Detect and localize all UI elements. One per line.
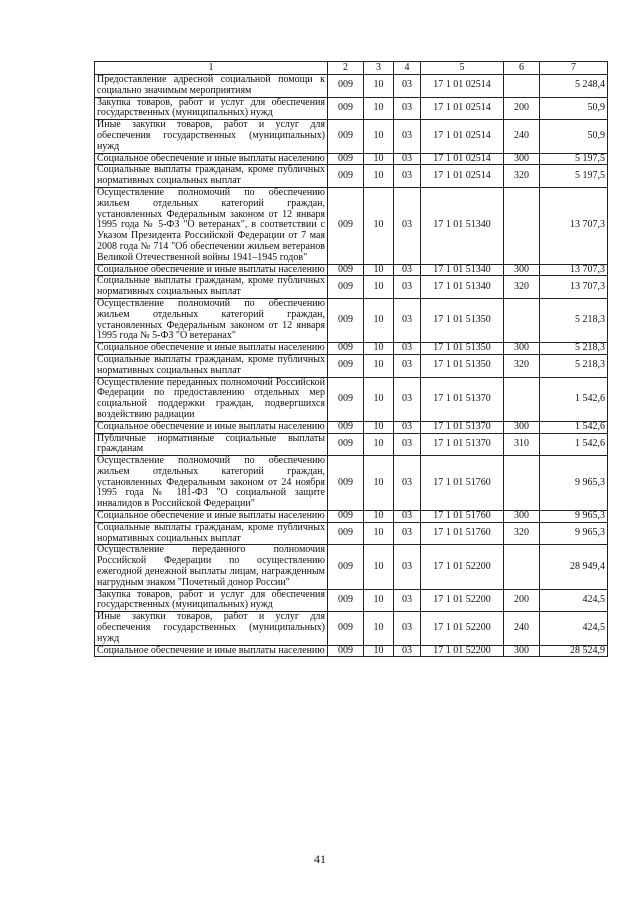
expense-type-cell xyxy=(504,456,540,511)
table-row xyxy=(95,433,608,456)
subsection-cell: 03 xyxy=(394,298,421,342)
subsection-cell: 03 xyxy=(394,276,421,299)
table-row xyxy=(95,97,608,120)
subsection-cell: 03 xyxy=(394,153,421,165)
grbs-code-cell: 009 xyxy=(328,456,364,511)
subsection-cell: 03 xyxy=(394,343,421,355)
expense-type-cell xyxy=(504,75,540,98)
table-row xyxy=(95,545,608,589)
table-row xyxy=(95,75,608,98)
subsection-cell: 03 xyxy=(394,165,421,188)
page-number: 41 xyxy=(314,852,326,866)
section-cell: 10 xyxy=(364,165,394,188)
section-cell: 10 xyxy=(364,354,394,377)
target-article-cell: 17 1 01 51760 xyxy=(421,456,504,511)
grbs-code-cell: 009 xyxy=(328,522,364,545)
section-cell: 10 xyxy=(364,187,394,264)
subsection-cell: 03 xyxy=(394,456,421,511)
grbs-code-cell: 009 xyxy=(328,589,364,612)
target-article-cell: 17 1 01 02514 xyxy=(421,120,504,153)
expense-type-cell xyxy=(504,187,540,264)
row-name-cell: Осуществление полномочий по обеспечению жильем отдельных категорий граждан, установленных Федеральным законом от 12 января 1995 года № 5-ФЗ "О ветеранах", в соответствии с Указом Президента Российской Федерации от 7 мая 2008 года № 714 "Об обеспечении жильем ветеранов Великой Отечественной войны 1941–1945 годов" xyxy=(95,187,328,264)
section-cell: 10 xyxy=(364,153,394,165)
table-row xyxy=(95,120,608,153)
row-name-cell: Социальное обеспечение и иные выплаты населению xyxy=(95,343,328,355)
row-name-cell: Социальное обеспечение и иные выплаты населению xyxy=(95,645,328,657)
table-row xyxy=(95,589,608,612)
target-article-cell: 17 1 01 51370 xyxy=(421,377,504,421)
amount-cell: 50,9 xyxy=(540,120,608,153)
grbs-code-cell: 009 xyxy=(328,612,364,645)
section-cell: 10 xyxy=(364,545,394,589)
grbs-code-cell: 009 xyxy=(328,165,364,188)
column-header: 1 xyxy=(95,62,328,75)
expense-type-cell: 200 xyxy=(504,97,540,120)
grbs-code-cell: 009 xyxy=(328,298,364,342)
amount-cell: 424,5 xyxy=(540,612,608,645)
subsection-cell: 03 xyxy=(394,645,421,657)
expense-type-cell xyxy=(504,545,540,589)
amount-cell: 5 218,3 xyxy=(540,354,608,377)
amount-cell: 424,5 xyxy=(540,589,608,612)
grbs-code-cell: 009 xyxy=(328,120,364,153)
amount-cell: 50,9 xyxy=(540,97,608,120)
amount-cell: 5 218,3 xyxy=(540,298,608,342)
target-article-cell: 17 1 01 51340 xyxy=(421,264,504,276)
subsection-cell: 03 xyxy=(394,545,421,589)
row-name-cell: Закупка товаров, работ и услуг для обеспечения государственных (муниципальных) нужд xyxy=(95,97,328,120)
table-row xyxy=(95,377,608,421)
grbs-code-cell: 009 xyxy=(328,187,364,264)
subsection-cell: 03 xyxy=(394,120,421,153)
section-cell: 10 xyxy=(364,433,394,456)
target-article-cell: 17 1 01 52200 xyxy=(421,645,504,657)
table-row xyxy=(95,522,608,545)
amount-cell: 13 707,3 xyxy=(540,276,608,299)
row-name-cell: Социальное обеспечение и иные выплаты населению xyxy=(95,421,328,433)
amount-cell: 13 707,3 xyxy=(540,187,608,264)
target-article-cell: 17 1 01 51370 xyxy=(421,433,504,456)
table-row xyxy=(95,612,608,645)
grbs-code-cell: 009 xyxy=(328,264,364,276)
column-header: 4 xyxy=(394,62,421,75)
table-row xyxy=(95,264,608,276)
column-header: 6 xyxy=(504,62,540,75)
row-name-cell: Иные закупки товаров, работ и услуг для обеспечения государственных (муниципальных) нужд xyxy=(95,612,328,645)
table-row xyxy=(95,511,608,523)
amount-cell: 5 197,5 xyxy=(540,165,608,188)
budget-table xyxy=(94,61,608,657)
subsection-cell: 03 xyxy=(394,187,421,264)
table-row xyxy=(95,187,608,264)
expense-type-cell: 300 xyxy=(504,645,540,657)
subsection-cell: 03 xyxy=(394,522,421,545)
grbs-code-cell: 009 xyxy=(328,421,364,433)
expense-type-cell: 320 xyxy=(504,276,540,299)
table-row xyxy=(95,298,608,342)
expense-type-cell: 310 xyxy=(504,433,540,456)
row-name-cell: Осуществление переданных полномочий Российской Федерации по предоставлению отдельных мер социальной поддержки граждан, подвергшихся воздействию радиации xyxy=(95,377,328,421)
target-article-cell: 17 1 01 02514 xyxy=(421,153,504,165)
expense-type-cell: 320 xyxy=(504,354,540,377)
row-name-cell: Социальные выплаты гражданам, кроме публичных нормативных социальных выплат xyxy=(95,276,328,299)
row-name-cell: Предоставление адресной социальной помощи к социально значимым мероприятиям xyxy=(95,75,328,98)
target-article-cell: 17 1 01 51350 xyxy=(421,343,504,355)
expense-type-cell: 300 xyxy=(504,511,540,523)
amount-cell: 5 248,4 xyxy=(540,75,608,98)
target-article-cell: 17 1 01 52200 xyxy=(421,612,504,645)
amount-cell: 9 965,3 xyxy=(540,522,608,545)
target-article-cell: 17 1 01 52200 xyxy=(421,545,504,589)
subsection-cell: 03 xyxy=(394,264,421,276)
subsection-cell: 03 xyxy=(394,433,421,456)
row-name-cell: Социальное обеспечение и иные выплаты населению xyxy=(95,264,328,276)
grbs-code-cell: 009 xyxy=(328,97,364,120)
row-name-cell: Иные закупки товаров, работ и услуг для обеспечения государственных (муниципальных) нужд xyxy=(95,120,328,153)
section-cell: 10 xyxy=(364,97,394,120)
subsection-cell: 03 xyxy=(394,75,421,98)
row-name-cell: Закупка товаров, работ и услуг для обеспечения государственных (муниципальных) нужд xyxy=(95,589,328,612)
subsection-cell: 03 xyxy=(394,589,421,612)
target-article-cell: 17 1 01 02514 xyxy=(421,165,504,188)
row-name-cell: Осуществление полномочий по обеспечению жильем отдельных категорий граждан, установленных Федеральным законом от 24 ноября 1995 года № 181-ФЗ "О социальной защите инвалидов в Российской Федерации" xyxy=(95,456,328,511)
column-header: 5 xyxy=(421,62,504,75)
section-cell: 10 xyxy=(364,75,394,98)
section-cell: 10 xyxy=(364,589,394,612)
section-cell: 10 xyxy=(364,120,394,153)
subsection-cell: 03 xyxy=(394,377,421,421)
row-name-cell: Социальные выплаты гражданам, кроме публичных нормативных социальных выплат xyxy=(95,522,328,545)
target-article-cell: 17 1 01 51340 xyxy=(421,187,504,264)
row-name-cell: Осуществление переданного полномочия Российской Федерации по осуществлению ежегодной денежной выплаты лицам, награжденным нагрудным знаком "Почетный донор России" xyxy=(95,545,328,589)
row-name-cell: Публичные нормативные социальные выплаты гражданам xyxy=(95,433,328,456)
expense-type-cell: 240 xyxy=(504,612,540,645)
grbs-code-cell: 009 xyxy=(328,343,364,355)
row-name-cell: Социальное обеспечение и иные выплаты населению xyxy=(95,511,328,523)
row-name-cell: Социальные выплаты гражданам, кроме публичных нормативных социальных выплат xyxy=(95,165,328,188)
column-header: 7 xyxy=(540,62,608,75)
subsection-cell: 03 xyxy=(394,612,421,645)
target-article-cell: 17 1 01 51760 xyxy=(421,522,504,545)
row-name-cell: Социальные выплаты гражданам, кроме публичных нормативных социальных выплат xyxy=(95,354,328,377)
section-cell: 10 xyxy=(364,377,394,421)
table-row xyxy=(95,343,608,355)
subsection-cell: 03 xyxy=(394,421,421,433)
target-article-cell: 17 1 01 51340 xyxy=(421,276,504,299)
table-header-row xyxy=(95,62,608,75)
amount-cell: 5 218,3 xyxy=(540,343,608,355)
subsection-cell: 03 xyxy=(394,354,421,377)
section-cell: 10 xyxy=(364,612,394,645)
target-article-cell: 17 1 01 02514 xyxy=(421,97,504,120)
amount-cell: 28 949,4 xyxy=(540,545,608,589)
row-name-cell: Осуществление полномочий по обеспечению жильем отдельных категорий граждан, установленных Федеральным законом от 12 января 1995 года № 5-ФЗ "О ветеранах" xyxy=(95,298,328,342)
target-article-cell: 17 1 01 02514 xyxy=(421,75,504,98)
section-cell: 10 xyxy=(364,645,394,657)
amount-cell: 9 965,3 xyxy=(540,511,608,523)
subsection-cell: 03 xyxy=(394,511,421,523)
section-cell: 10 xyxy=(364,343,394,355)
target-article-cell: 17 1 01 51760 xyxy=(421,511,504,523)
grbs-code-cell: 009 xyxy=(328,645,364,657)
amount-cell: 5 197,5 xyxy=(540,153,608,165)
expense-type-cell xyxy=(504,298,540,342)
expense-type-cell xyxy=(504,377,540,421)
expense-type-cell: 240 xyxy=(504,120,540,153)
expense-type-cell: 200 xyxy=(504,589,540,612)
grbs-code-cell: 009 xyxy=(328,276,364,299)
grbs-code-cell: 009 xyxy=(328,75,364,98)
section-cell: 10 xyxy=(364,511,394,523)
column-header: 2 xyxy=(328,62,364,75)
table-row xyxy=(95,456,608,511)
expense-type-cell: 300 xyxy=(504,421,540,433)
table-row xyxy=(95,421,608,433)
section-cell: 10 xyxy=(364,421,394,433)
target-article-cell: 17 1 01 52200 xyxy=(421,589,504,612)
grbs-code-cell: 009 xyxy=(328,433,364,456)
grbs-code-cell: 009 xyxy=(328,545,364,589)
amount-cell: 1 542,6 xyxy=(540,433,608,456)
table-row xyxy=(95,153,608,165)
section-cell: 10 xyxy=(364,522,394,545)
table-row xyxy=(95,645,608,657)
expense-type-cell: 320 xyxy=(504,165,540,188)
expense-type-cell: 300 xyxy=(504,264,540,276)
subsection-cell: 03 xyxy=(394,97,421,120)
expense-type-cell: 300 xyxy=(504,343,540,355)
table-row xyxy=(95,354,608,377)
amount-cell: 1 542,6 xyxy=(540,377,608,421)
target-article-cell: 17 1 01 51370 xyxy=(421,421,504,433)
amount-cell: 1 542,6 xyxy=(540,421,608,433)
section-cell: 10 xyxy=(364,264,394,276)
grbs-code-cell: 009 xyxy=(328,354,364,377)
amount-cell: 9 965,3 xyxy=(540,456,608,511)
expense-type-cell: 320 xyxy=(504,522,540,545)
amount-cell: 13 707,3 xyxy=(540,264,608,276)
column-header: 3 xyxy=(364,62,394,75)
grbs-code-cell: 009 xyxy=(328,511,364,523)
grbs-code-cell: 009 xyxy=(328,153,364,165)
grbs-code-cell: 009 xyxy=(328,377,364,421)
target-article-cell: 17 1 01 51350 xyxy=(421,354,504,377)
table-row xyxy=(95,276,608,299)
amount-cell: 28 524,9 xyxy=(540,645,608,657)
section-cell: 10 xyxy=(364,456,394,511)
expense-type-cell: 300 xyxy=(504,153,540,165)
table-row xyxy=(95,165,608,188)
section-cell: 10 xyxy=(364,276,394,299)
target-article-cell: 17 1 01 51350 xyxy=(421,298,504,342)
row-name-cell: Социальное обеспечение и иные выплаты населению xyxy=(95,153,328,165)
section-cell: 10 xyxy=(364,298,394,342)
